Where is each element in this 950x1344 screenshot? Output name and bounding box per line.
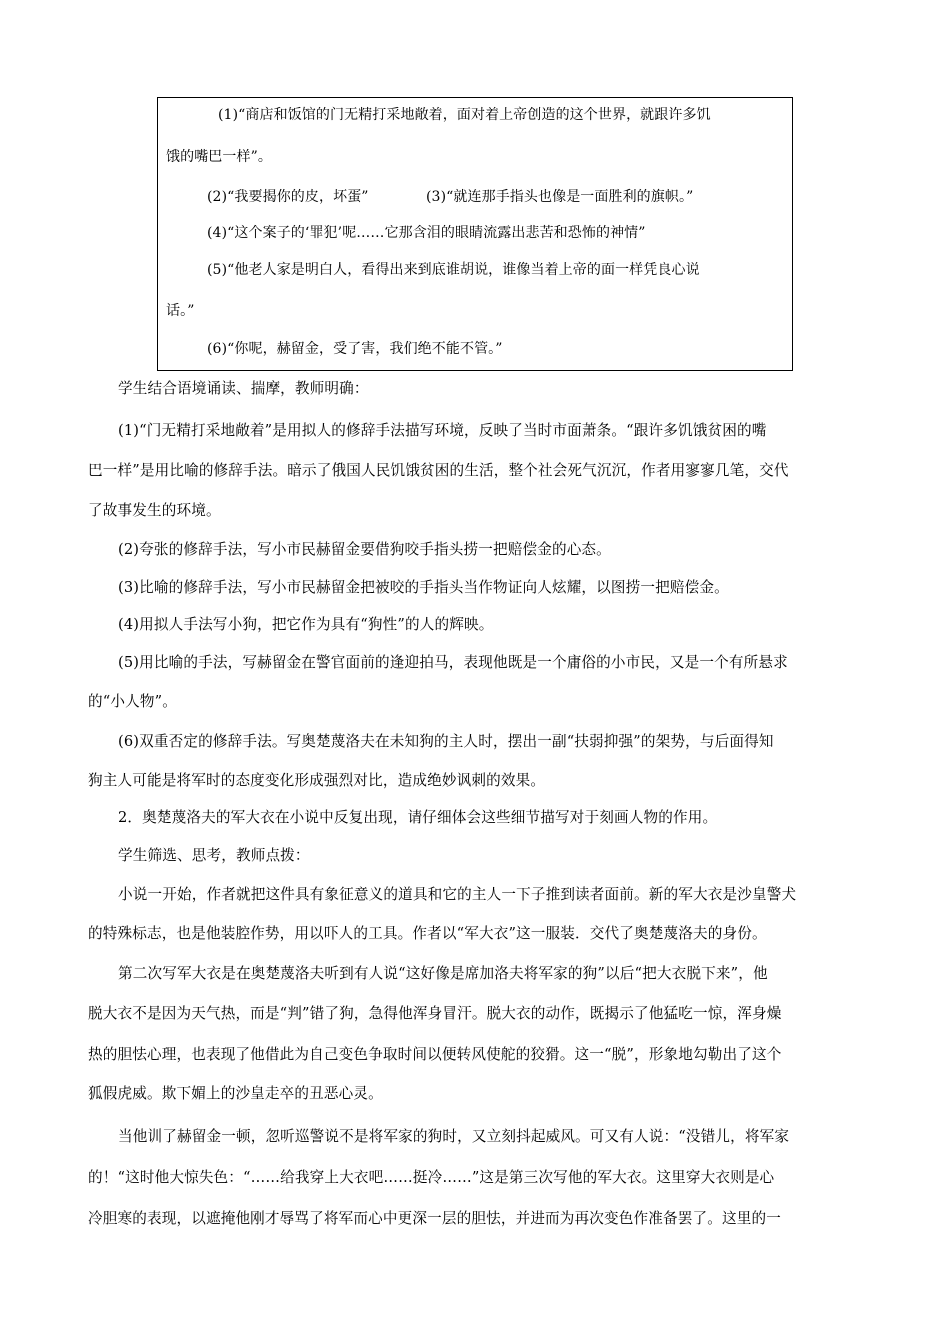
body-line-8: (5)用比喻的手法，写赫留金在警官面前的逢迎拍马，表现他既是一个庸俗的小市民，又是一个有所悬求 <box>118 654 788 671</box>
body-line-1: 学生结合语境诵读、揣摩，教师明确： <box>118 380 369 397</box>
body-line-2: (1)“门无精打采地敞着”是用拟人的修辞手法描写环境，反映了当时市面萧条。“跟许多饥饿贫困的嘴 <box>118 422 767 439</box>
body-line-11: 狗主人可能是将军时的态度变化形成强烈对比，造成绝妙讽刺的效果。 <box>88 772 546 789</box>
body-line-3: 巴一样”是用比喻的修辞手法。暗示了俄国人民饥饿贫困的生活，整个社会死气沉沉，作者用寥寥几笔，交代 <box>88 462 789 479</box>
body-line-15: 的特殊标志，也是他装腔作势，用以吓人的工具。作者以“军大衣”这一服装．交代了奥楚蔑洛夫的身份。 <box>88 925 767 942</box>
body-line-12: 2．奥楚蔑洛夫的军大衣在小说中反复出现，请仔细体会这些细节描写对于刻画人物的作用。 <box>118 809 718 826</box>
body-line-5: (2)夸张的修辞手法，写小市民赫留金要借狗咬手指头捞一把赔偿金的心态。 <box>118 541 611 558</box>
body-line-21: 的！“这时他大惊失色：“……给我穿上大衣吧……挺冷……”这是第三次写他的军大衣。这里穿大衣则是心 <box>88 1169 775 1186</box>
quote-1-line-1: (1)“商店和饭馆的门无精打采地敞着，面对着上帝创造的这个世界，就跟许多饥 <box>218 107 711 123</box>
body-line-18: 热的胆怯心理，也表现了他借此为自己变色争取时间以便转风使舵的狡猾。这一“脱”，形象地勾勒出了这个 <box>88 1046 782 1063</box>
body-line-7: (4)用拟人手法写小狗，把它作为具有“狗性”的人的辉映。 <box>118 616 494 633</box>
body-line-14: 小说一开始，作者就把这件具有象征意义的道具和它的主人一下子推到读者面前。新的军大衣是沙皇警犬 <box>118 886 797 903</box>
body-line-13: 学生筛选、思考，教师点拨： <box>118 847 310 864</box>
body-line-19: 狐假虎威。欺下媚上的沙皇走卒的丑恶心灵。 <box>88 1085 383 1102</box>
quote-3: (3)“就连那手指头也像是一面胜利的旗帜。” <box>426 189 694 205</box>
quote-4: (4)“这个案子的‘罪犯’呢……它那含泪的眼睛流露出悲苦和恐怖的神情” <box>207 225 646 241</box>
body-line-10: (6)双重否定的修辞手法。写奥楚蔑洛夫在未知狗的主人时，摆出一副“扶弱抑强”的架势，与后面得知 <box>118 733 774 750</box>
quote-2: (2)“我要揭你的皮，坏蛋” <box>207 189 369 205</box>
quote-1-line-2: 饿的嘴巴一样”。 <box>166 149 272 165</box>
body-line-4: 了故事发生的环境。 <box>88 502 221 519</box>
quote-6: (6)“你呢，赫留金，受了害，我们绝不能不管。” <box>207 341 503 357</box>
body-line-17: 脱大衣不是因为天气热，而是“判”错了狗，急得他浑身冒汗。脱大衣的动作，既揭示了他猛吃一惊，浑身燥 <box>88 1005 782 1022</box>
body-line-16: 第二次写军大衣是在奥楚蔑洛夫听到有人说“这好像是席加洛夫将军家的狗”以后“把大衣脱下来”，他 <box>118 965 768 982</box>
body-line-6: (3)比喻的修辞手法，写小市民赫留金把被咬的手指头当作物证向人炫耀，以图捞一把赔偿金。 <box>118 579 729 596</box>
quote-5-line-1: (5)“他老人家是明白人，看得出来到底谁胡说，谁像当着上帝的面一样凭良心说 <box>207 262 700 278</box>
body-line-22: 冷胆寒的表现，以遮掩他刚才辱骂了将军而心中更深一层的胆怯，并进而为再次变色作准备罢了。这里的一 <box>88 1210 781 1227</box>
body-line-9: 的“小人物”。 <box>88 693 177 710</box>
quote-5-line-2: 话。” <box>166 303 195 319</box>
body-line-20: 当他训了赫留金一顿，忽听巡警说不是将军家的狗时，又立刻抖起威风。可又有人说：“没错儿，将军家 <box>118 1128 790 1145</box>
